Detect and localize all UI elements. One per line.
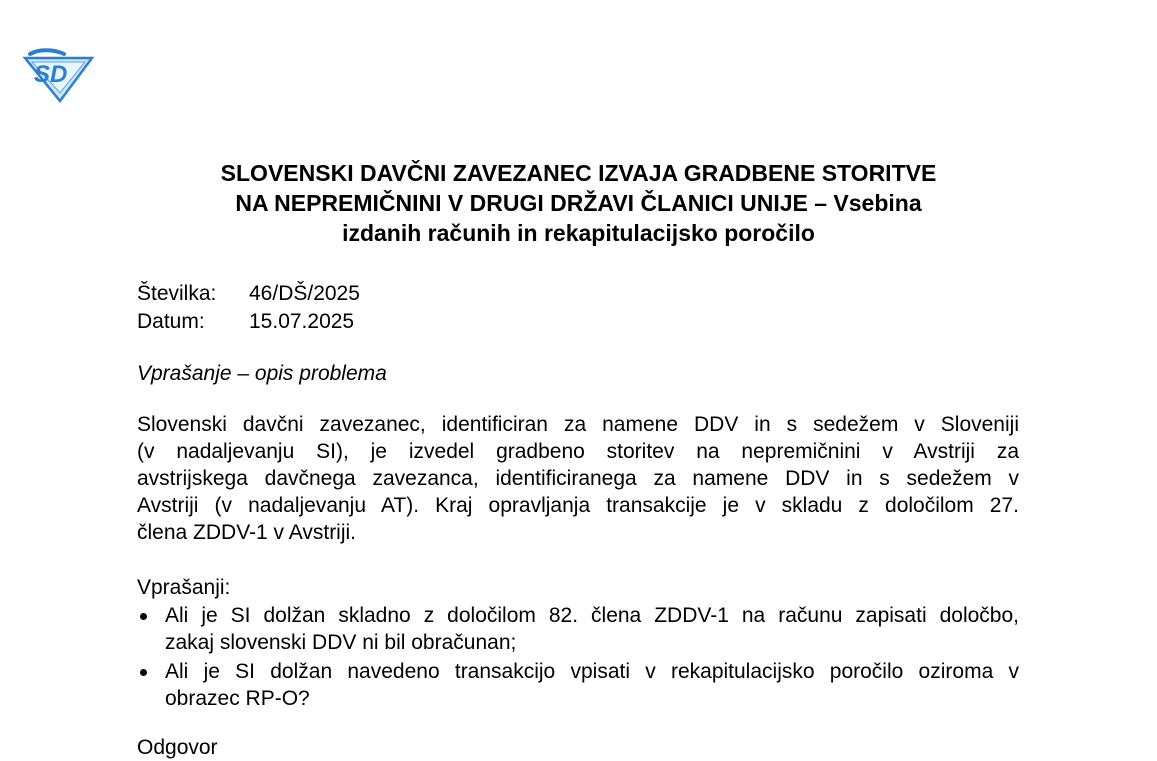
question-heading: Vprašanje – opis problema xyxy=(137,362,387,385)
bullet-icon xyxy=(140,613,147,620)
problem-description xyxy=(137,411,1019,546)
question-line: obrazec RP-O? xyxy=(165,687,310,710)
title-line: izdanih računih in rekapitulacijsko poročilo xyxy=(342,220,815,246)
number-value: 46/DŠ/2025 xyxy=(249,282,360,305)
title-line: NA NEPREMIČNINI V DRUGI DRŽAVI ČLANICI UNIJE – Vsebina xyxy=(235,190,922,216)
meta-number-row xyxy=(137,280,360,308)
paragraph-line: Slovenski davčni zavezanec, identificiran za namene DDV in s sedežem v Sloveniji xyxy=(137,413,1019,436)
paragraph-line: Avstriji (v nadaljevanju AT). Kraj opravljanja transakcije je v skladu z določilom 27. xyxy=(137,494,1019,517)
questions-list xyxy=(137,602,1019,714)
question-line: Ali je SI dolžan skladno z določilom 82. člena ZDDV-1 na računu zapisati določbo, xyxy=(165,604,1019,627)
list-item xyxy=(137,658,1019,712)
number-label: Številka: xyxy=(137,282,217,305)
question-line: zakaj slovenski DDV ni bil obračunan; xyxy=(165,631,517,654)
date-label: Datum: xyxy=(137,310,205,333)
document-title xyxy=(120,158,1037,248)
answer-heading: Odgovor xyxy=(137,736,218,759)
paragraph-line: avstrijskega davčnega zavezanca, identificiranega za namene DDV in s sedežem v xyxy=(137,467,1019,490)
question-line: Ali je SI dolžan navedeno transakcijo vpisati v rekapitulacijsko poročilo oziroma v xyxy=(165,660,1019,683)
list-item xyxy=(137,602,1019,656)
document-meta xyxy=(137,280,360,336)
paragraph-line: (v nadaljevanju SI), je izvedel gradbeno storitev na nepremičnini v Avstriji za xyxy=(137,440,1019,463)
title-line: SLOVENSKI DAVČNI ZAVEZANEC IZVAJA GRADBENE STORITVE xyxy=(220,160,937,186)
questions-label: Vprašanji: xyxy=(137,576,231,599)
paragraph-line: člena ZDDV-1 v Avstriji. xyxy=(137,521,357,544)
meta-date-row xyxy=(137,308,360,336)
logo-shield-icon xyxy=(22,48,96,104)
svg-text:SD: SD xyxy=(34,61,68,88)
bullet-icon xyxy=(140,669,147,676)
company-logo xyxy=(22,48,96,104)
date-value: 15.07.2025 xyxy=(249,310,355,333)
